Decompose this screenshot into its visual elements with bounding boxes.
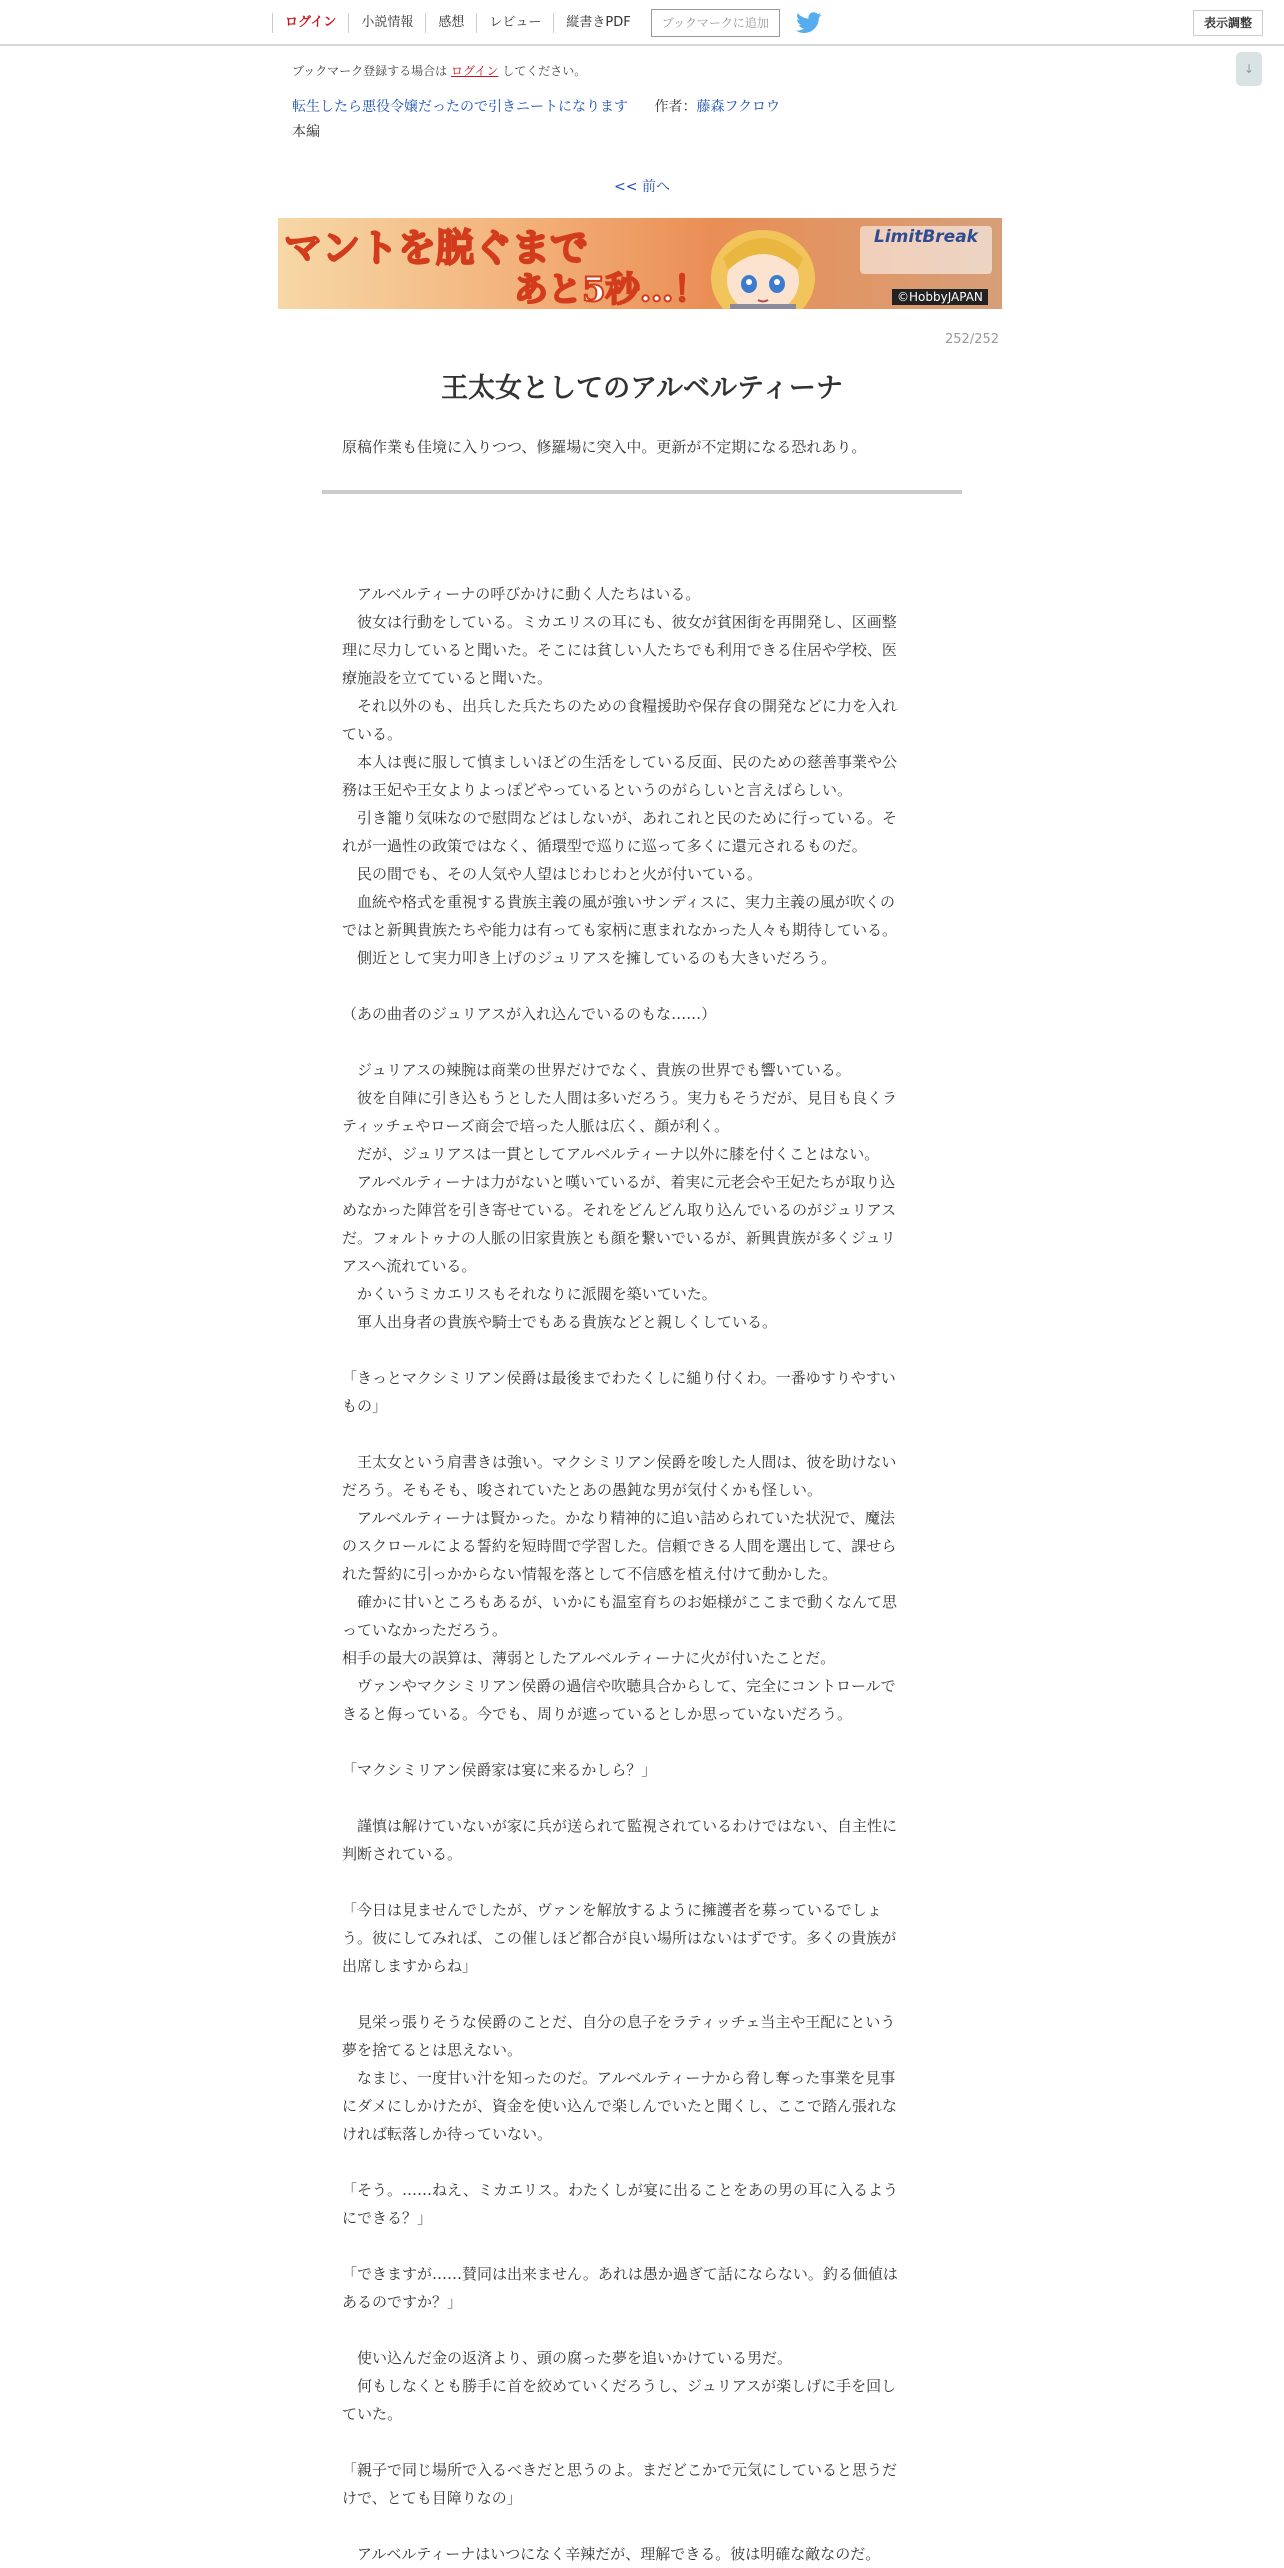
nav-impressions-link[interactable]: 感想 — [425, 13, 476, 33]
body-text-line: 確かに甘いところもあるが、いかにも温室育ちのお姫様がここまで動くなんて思 — [342, 1593, 898, 1611]
body-text-line: アルベルティーナは賢かった。かなり精神的に追い詰められていた状況で、魔法 — [342, 1509, 895, 1527]
body-text-line — [342, 1336, 942, 1364]
top-navigation-bar — [0, 0, 1284, 46]
body-text-line: 療施設を立てていると聞いた。 — [342, 669, 553, 687]
body-text-line: にできる？」 — [342, 2209, 433, 2227]
banner-character-illustration — [678, 218, 848, 309]
novel-info — [292, 96, 780, 116]
body-text-line: （あの曲者のジュリアスが入れ込んでいるのもな……） — [342, 1005, 717, 1023]
body-text-line: 「今日は見ませんでしたが、ヴァンを解放するように擁護者を募っているでしょ — [342, 1901, 882, 1919]
login-notice — [292, 62, 586, 79]
body-text-line: 「そう。……ねえ、ミカエリス。わたくしが宴に出ることをあの男の耳に入るよう — [342, 2181, 899, 2199]
body-text-line: だろう。そもそも、唆されていたとあの愚鈍な男が気付くかも怪しい。 — [342, 1481, 823, 1499]
body-text-line: 見栄っ張りそうな侯爵のことだ、自分の息子をラティッチェ当主や王配にという — [342, 2013, 896, 2031]
body-text-line: 理に尽力していると聞いた。そこには貧しい人たちでも利用できる住居や学校、医 — [342, 641, 897, 659]
body-text-line — [342, 972, 942, 1000]
body-text-line: それ以外のも、出兵した兵たちのための食糧援助や保存食の開発などに力を入れ — [342, 697, 898, 715]
body-text-line: ければ転落しか待っていない。 — [342, 2125, 553, 2143]
page-counter: 252/252 — [945, 332, 1000, 347]
body-text-line: う。彼にしてみれば、この催しほど都合が良い場所はないはずです。多くの貴族が — [342, 1929, 897, 1947]
novel-title-link[interactable]: 転生したら悪役令嬢だったので引きニートになります — [292, 99, 628, 115]
section-label: 本編 — [292, 124, 320, 140]
body-text-line: 「親子で同じ場所で入るべきだと思うのよ。まだどこかで元気にしていると思うだ — [342, 2461, 898, 2479]
body-text-line: 「マクシミリアン侯爵家は宴に来るかしら？」 — [342, 1761, 657, 1779]
author-label: 作者： — [654, 99, 697, 115]
body-text-line: 王太女という肩書きは強い。マクシミリアン侯爵を唆した人間は、彼を助けない — [342, 1453, 897, 1471]
preface-divider — [322, 490, 962, 494]
body-text-line: 血統や格式を重視する貴族主義の風が強いサンディスに、実力主義の風が吹くの — [342, 893, 896, 911]
nav-list — [272, 0, 822, 46]
nav-pdf-link[interactable]: 縦書きPDF — [553, 13, 642, 33]
body-text-line: かくいうミカエリスもそれなりに派閥を築いていた。 — [342, 1285, 717, 1303]
body-text-line: ヴァンやマクシミリアン侯爵の過信や吹聴具合からして、完全にコントロールで — [342, 1677, 896, 1695]
body-text-line: アルベルティーナの呼びかけに動く人たちはいる。 — [342, 585, 701, 603]
body-text-line: アスへ流れている。 — [342, 1257, 477, 1275]
body-text-line — [342, 1868, 942, 1896]
twitter-icon[interactable] — [796, 12, 822, 34]
body-text-line: 相手の最大の誤算は、薄弱としたアルベルティーナに火が付いたことだ。 — [342, 1649, 836, 1667]
banner-copyright: ©HobbyJAPAN — [892, 289, 988, 305]
body-text-line: なまじ、一度甘い汁を知ったのだ。アルベルティーナから脅し奪った事業を見事 — [342, 2069, 896, 2087]
body-text-line: 「きっとマクシミリアン侯爵は最後までわたくしに縋り付くわ。一番ゆすりやすい — [342, 1369, 896, 1387]
body-text-line — [342, 1784, 942, 1812]
body-text-line: ジュリアスの辣腕は商業の世界だけでなく、貴族の世界でも響いている。 — [342, 1061, 851, 1079]
body-text-line: 何もしなくとも勝手に首を絞めていくだろうし、ジュリアスが楽しげに手を回し — [342, 2377, 897, 2395]
body-text-line: 「できますが……賛同は出来ません。あれは愚か過ぎて話にならない。釣る価値は — [342, 2265, 898, 2283]
prev-page-link[interactable]: << 前へ — [614, 179, 670, 195]
body-text-line: 彼女は行動をしている。ミカエリスの耳にも、彼女が貧困街を再開発し、区画整 — [342, 613, 897, 631]
body-text-line: あるのですか？」 — [342, 2293, 463, 2311]
body-text-line — [342, 2512, 942, 2540]
chapter-preface: 原稿作業も佳境に入りつつ、修羅場に突入中。更新が不定期になる恐れあり。 — [342, 438, 867, 456]
banner-headline — [284, 225, 708, 309]
body-text-line: だが、ジュリアスは一貫としてアルベルティーナ以外に膝を付くことはない。 — [342, 1145, 880, 1163]
body-text-line — [342, 1980, 942, 2008]
body-text-line: だ。フォルトゥナの人脈の旧家貴族とも顔を繋いでいるが、新興貴族が多くジュリ — [342, 1229, 896, 1247]
body-text-line — [342, 1728, 942, 1756]
body-text-line: にダメにしかけたが、資金を使い込んで楽しんでいたと聞くし、ここで踏ん張れな — [342, 2097, 898, 2115]
body-text-line: 夢を捨てるとは思えない。 — [342, 2041, 523, 2059]
body-text-line: もの」 — [342, 1397, 388, 1415]
banner-line1: マントを脱ぐまで — [284, 225, 589, 270]
body-text-line: アルベルティーナは力がないと嘆いているが、着実に元老会や王妃たちが取り込 — [342, 1173, 896, 1191]
display-settings-button[interactable]: 表示調整 — [1193, 10, 1263, 36]
body-text-line: 務は王妃や王女よりよっぽどやっているというのがらしいと言えばらしい。 — [342, 781, 853, 799]
body-text-line: ではと新興貴族たちや能力は有っても家柄に恵まれなかった人々も期待している。 — [342, 921, 898, 939]
body-text-line: 使い込んだ金の返済より、頭の腐った夢を追いかけている男だ。 — [342, 2349, 793, 2367]
notice-login-link[interactable]: ログイン — [451, 64, 499, 78]
banner-logo: LimitBreak — [860, 226, 992, 274]
login-notice-prefix: ブックマーク登録する場合は — [292, 64, 448, 78]
body-text-line: 判断されている。 — [342, 1845, 463, 1863]
nav-login-link[interactable]: ログイン — [272, 13, 348, 33]
body-text-line — [342, 2316, 942, 2344]
body-text-line: 本人は喪に服して慎ましいほどの生活をしている反面、民のための慈善事業や公 — [342, 753, 898, 771]
body-text-line: ていた。 — [342, 2405, 403, 2423]
body-text-line: れた誓約に引っかからない情報を落として不信感を植え付けて動かした。 — [342, 1565, 838, 1583]
body-text-line: 民の間でも、その人気や人望はじわじわと火が付いている。 — [342, 865, 763, 883]
author-link[interactable]: 藤森フクロウ — [696, 99, 781, 115]
body-text-line: 謹慎は解けていないが家に兵が送られて監視されているわけではない、自主性に — [342, 1817, 898, 1835]
nav-novel-info-link[interactable]: 小説情報 — [348, 13, 425, 33]
bookmark-add-button[interactable]: ブックマークに追加 — [651, 9, 780, 37]
body-text-line: ティッチェやローズ商会で培った人脈は広く、顔が利く。 — [342, 1117, 730, 1135]
body-text-line — [342, 2232, 942, 2260]
body-text-line: 引き籠り気味なので慰問などはしないが、あれこれと民のために行っている。そ — [342, 809, 898, 827]
body-text-line — [342, 1420, 942, 1448]
body-text-line — [342, 2428, 942, 2456]
body-text-line — [342, 1028, 942, 1056]
nav-review-link[interactable]: レビュー — [476, 13, 553, 33]
body-text-line: のスクロールによる誓約を短時間で学習した。信頼できる人間を選出して、課せら — [342, 1537, 897, 1555]
body-text-line: 軍人出身者の貴族や騎士でもある貴族などと親しくしている。 — [342, 1313, 778, 1331]
scroll-down-icon[interactable]: ↓ — [1236, 52, 1262, 86]
body-text-line — [342, 2148, 942, 2176]
body-text-line: れが一過性の政策ではなく、循環型で巡りに巡って多くに還元されるものだ。 — [342, 837, 867, 855]
body-text-line: めなかった陣営を引き寄せている。それをどんどん取り込んでいるのがジュリアス — [342, 1201, 897, 1219]
banner-line2: あと5秒…！ — [514, 270, 708, 309]
body-text-line: 出席しますからね」 — [342, 1957, 478, 1975]
body-text-line: っていなかっただろう。 — [342, 1621, 508, 1639]
login-notice-suffix: してください。 — [502, 64, 587, 78]
chapter-body — [342, 580, 942, 2568]
chapter-title: 王太女としてのアルベルティーナ — [441, 373, 843, 404]
body-text-line: 彼を自陣に引き込もうとした人間は多いだろう。実力もそうだが、見目も良くラ — [342, 1089, 898, 1107]
body-text-line: けで、とても目障りなの」 — [342, 2489, 522, 2507]
advertisement-banner[interactable] — [278, 218, 1002, 309]
body-text-line: きると侮っている。今でも、周りが遮っているとしか思っていないだろう。 — [342, 1705, 853, 1723]
body-text-line: ている。 — [342, 725, 403, 743]
body-text-line: 側近として実力叩き上げのジュリアスを擁しているのも大きいだろう。 — [342, 949, 837, 967]
body-text-line: アルベルティーナはいつになく辛辣だが、理解できる。彼は明確な敵なのだ。 — [342, 2545, 881, 2563]
